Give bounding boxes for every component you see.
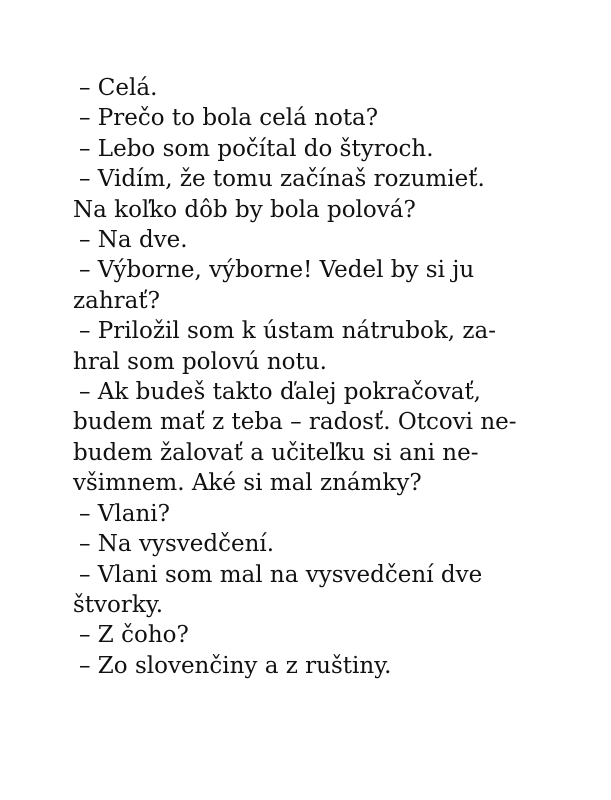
text-line: – Vlani? <box>79 500 170 527</box>
text-line: budem žalovať a učiteľku si ani ne- <box>73 439 479 466</box>
text-line: hral som polovú notu. <box>73 348 327 375</box>
text-line: zahrať? <box>73 287 160 314</box>
text-line: všimnem. Aké si mal známky? <box>73 470 422 497</box>
text-line: – Na vysvedčení. <box>79 531 275 558</box>
text-line: – Prečo to bola celá nota? <box>79 105 379 132</box>
text-line: – Priložil som k ústam nátrubok, za- <box>79 318 496 345</box>
text-line: – Lebo som počítal do štyroch. <box>79 135 434 162</box>
text-line: štvorky. <box>73 591 164 618</box>
text-line: – Z čoho? <box>79 622 189 649</box>
text-line: Na koľko dôb by bola polová? <box>73 196 416 223</box>
text-line: – Zo slovenčiny a z ruštiny. <box>79 652 392 679</box>
text-line: – Na dve. <box>79 227 188 254</box>
text-line: – Vidím, že tomu začínaš rozumieť. <box>79 166 485 193</box>
text-line: budem mať z teba – radosť. Otcovi ne- <box>73 409 517 436</box>
text-line: – Vlani som mal na vysvedčení dve <box>79 561 483 588</box>
text-line: – Ak budeš takto ďalej pokračovať, <box>79 379 481 406</box>
dialogue-text <box>73 73 543 681</box>
text-line: – Celá. <box>79 75 158 101</box>
text-line: – Výborne, výborne! Vedel by si ju <box>79 257 475 284</box>
